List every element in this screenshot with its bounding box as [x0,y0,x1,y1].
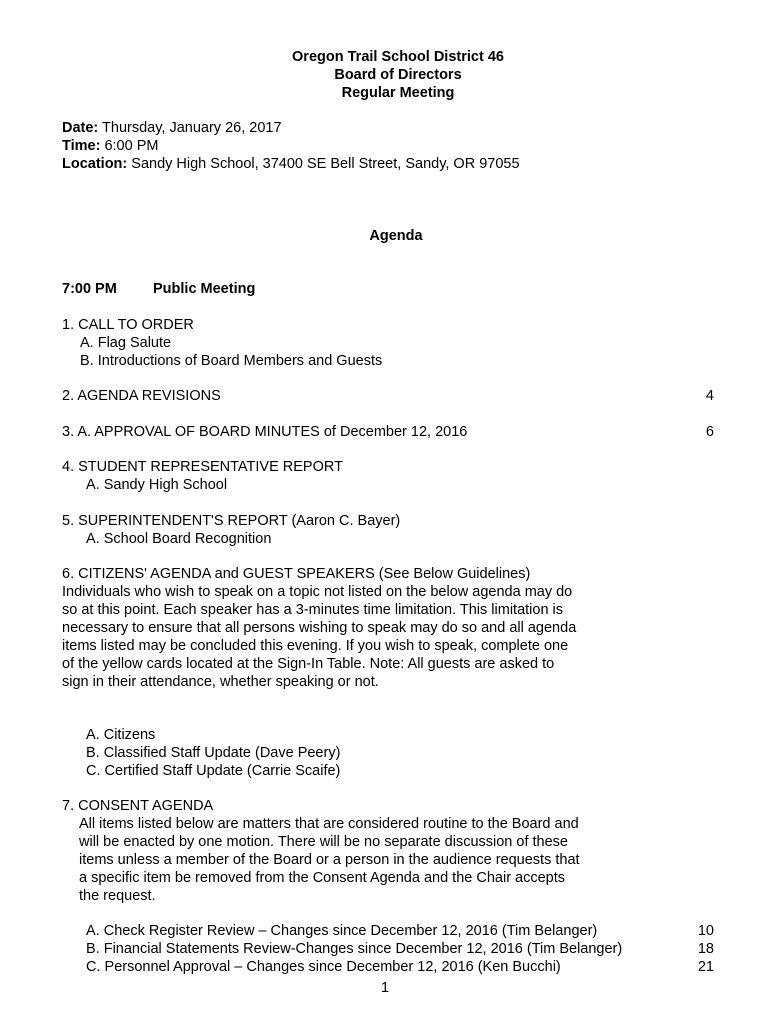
item-student-report: 4. STUDENT REPRESENTATIVE REPORT [62,459,343,475]
time-label: Time: [62,138,101,154]
page-number: 1 [380,980,390,996]
item-check-register: A. Check Register Review – Changes since December 12, 2016 (Tim Belanger) [86,923,598,939]
item-classified-staff: B. Classified Staff Update (Dave Peery) [86,745,341,761]
citizens-guidelines-paragraph: Individuals who wish to speak on a topic not listed on the below agenda may do so at this point. Each speaker has a 3-minutes time limitation. This limitation is necessary to ensure that all persons wishing to speak may do so and all agenda items listed may be concluded this evening. If you wish to speak, complete one of the yellow cards located at the Sign-In Table. Note: All guests are asked to sign in their attendance, whether speaking or not. [62,584,577,690]
date-label: Date: [62,120,99,136]
page-ref-agenda-revisions: 4 [705,388,714,404]
item-flag-salute: A. Flag Salute [80,335,172,351]
page-ref-approval-minutes: 6 [705,424,714,440]
item-superintendent-report: 5. SUPERINTENDENT'S REPORT (Aaron C. Bayer) [62,513,401,529]
location-label: Location: [62,156,128,172]
location-line [62,155,520,173]
item-sandy-high: A. Sandy High School [86,477,228,493]
item-certified-staff: C. Certified Staff Update (Carrie Scaife) [86,763,341,779]
item-citizens: A. Citizens [86,727,156,743]
public-meeting-label: Public Meeting [153,281,256,297]
time-value: 6:00 PM [104,138,159,154]
time-line [62,137,158,155]
agenda-heading: Agenda [369,228,423,244]
public-meeting-time: 7:00 PM [62,281,117,297]
item-call-to-order: 1. CALL TO ORDER [62,317,194,333]
page-ref-personnel-approval: 21 [697,959,714,975]
board-title: Board of Directors [334,67,462,83]
item-citizens-agenda: 6. CITIZENS' AGENDA and GUEST SPEAKERS (See Below Guidelines) [62,566,531,582]
item-financial-statements: B. Financial Statements Review-Changes since December 12, 2016 (Tim Belanger) [86,941,623,957]
page-ref-check-register: 10 [697,923,714,939]
item-introductions: B. Introductions of Board Members and Guests [80,353,383,369]
district-title: Oregon Trail School District 46 [292,49,504,65]
location-value: Sandy High School, 37400 SE Bell Street, Sandy, OR 97055 [131,156,520,172]
item-approval-minutes: 3. A. APPROVAL OF BOARD MINUTES of December 12, 2016 [62,424,468,440]
item-board-recognition: A. School Board Recognition [86,531,272,547]
item-agenda-revisions: 2. AGENDA REVISIONS [62,388,221,404]
item-personnel-approval: C. Personnel Approval – Changes since December 12, 2016 (Ken Bucchi) [86,959,561,975]
consent-agenda-paragraph: All items listed below are matters that are considered routine to the Board and will be enacted by one motion. There will be no separate discussion of these items unless a member of the Board or a person in the audience requests that a specific item be removed from the Consent Agenda and the Chair accepts the request. [79,816,580,904]
date-line [62,119,282,137]
page-ref-financial-statements: 18 [697,941,714,957]
item-consent-agenda: 7. CONSENT AGENDA [62,798,214,814]
meeting-title: Regular Meeting [341,85,455,101]
date-value: Thursday, January 26, 2017 [102,120,282,136]
